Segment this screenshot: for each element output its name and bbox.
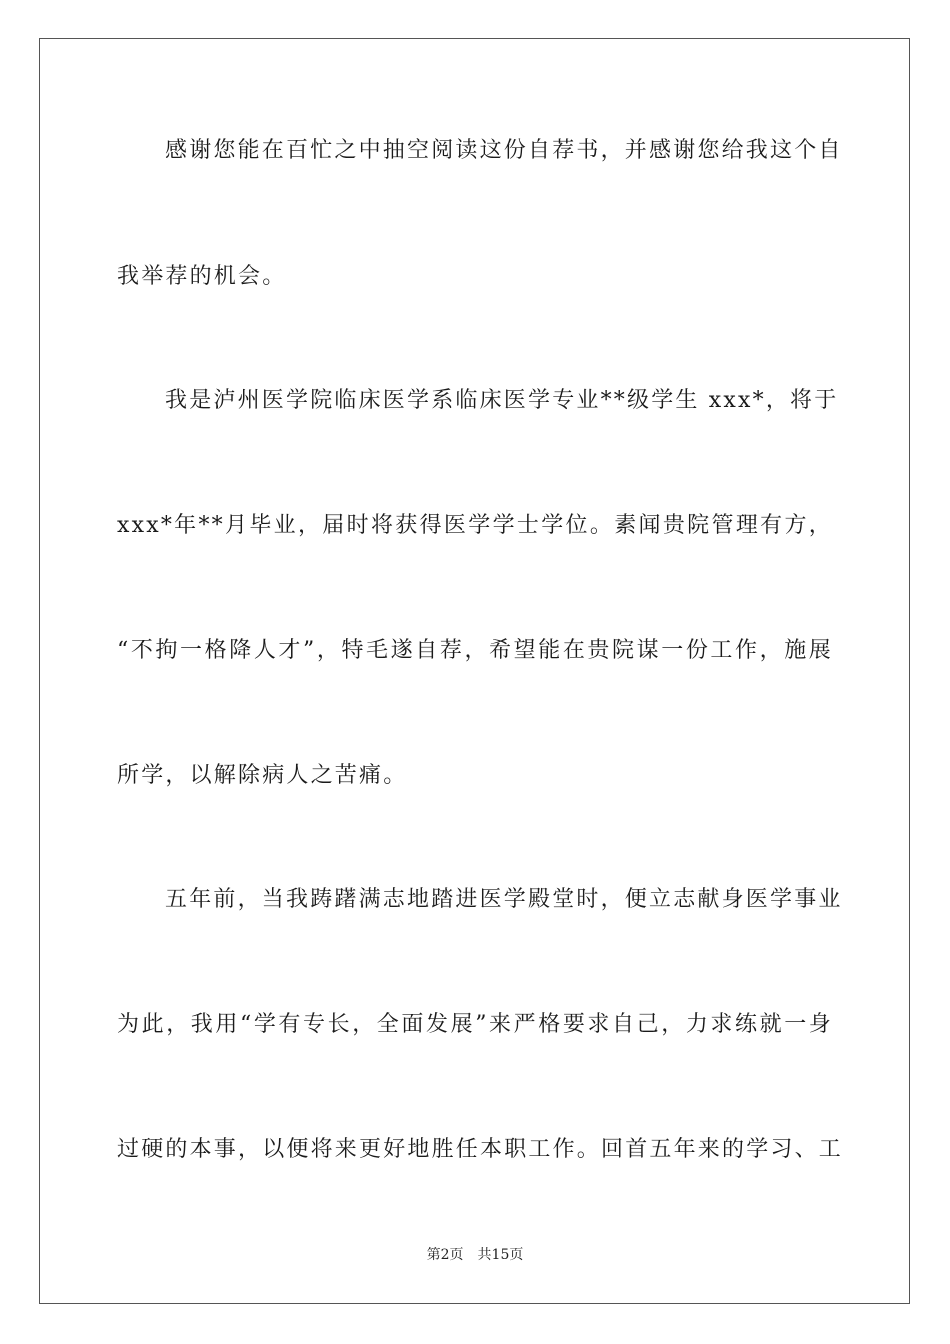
paragraph-3-line-2: 为此，我用“学有专长，全面发展”来严格要求自己，力求练就一身: [117, 1012, 833, 1037]
page-total: 共15页: [477, 1247, 524, 1263]
page-number: 第2页: [426, 1247, 464, 1263]
paragraph-1-line-2: 我举荐的机会。: [117, 264, 287, 289]
paragraph-2-line-4: 所学，以解除病人之苦痛。: [117, 763, 408, 788]
paragraph-1-line-1: 感谢您能在百忙之中抽空阅读这份自荐书，并感谢您给我这个自: [165, 138, 843, 163]
paragraph-3-line-1: 五年前，当我踌躇满志地踏进医学殿堂时，便立志献身医学事业: [165, 887, 843, 912]
page-footer: [0, 1246, 950, 1264]
paragraph-2-line-2: xxx*年**月毕业，届时将获得医学学士学位。素闻贵院管理有方，: [117, 513, 833, 538]
page-border: [39, 38, 910, 1304]
paragraph-2-line-1: 我是泸州医学院临床医学系临床医学专业**级学生 xxx*，将于: [165, 388, 839, 413]
paragraph-2-line-3: “不拘一格降人才”，特毛遂自荐，希望能在贵院谋一份工作，施展: [117, 638, 833, 663]
paragraph-3-line-3: 过硬的本事，以便将来更好地胜任本职工作。回首五年来的学习、工: [117, 1137, 844, 1162]
